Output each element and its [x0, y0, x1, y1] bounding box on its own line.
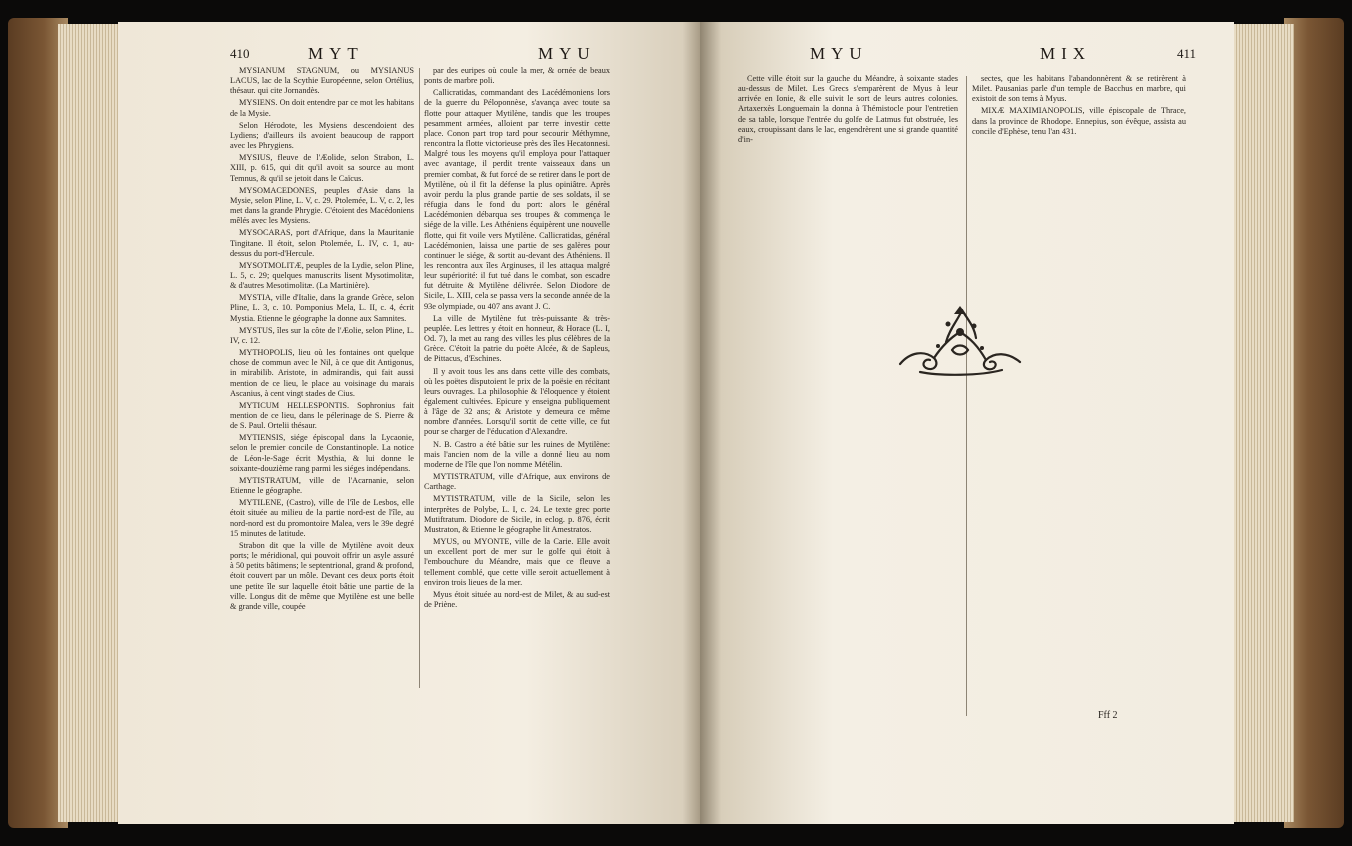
column-rule [419, 68, 420, 688]
running-head-right-left: MYU [810, 44, 868, 63]
entry-paragraph: MYSTIA, ville d'Italie, dans la grande Grèce, selon Pline, L. 3, c. 10. Pomponius Mela, L. II, c. 4, écrit Mystia. Etienne le géographe la donne aux Samnites. [230, 293, 414, 323]
page-number-right: 411 [1177, 46, 1197, 61]
entry-paragraph: MYUS, ou MYONTE, ville de la Carie. Elle avoit un excellent port de mer sur le golfe qui étoit à l'embouchure du Méandre, mais que ce fleuve a tellement comblé, que cette ville seroit actuellement à environ trois lieues de la mer. [424, 537, 610, 587]
entry-paragraph: MYSIENS. On doit entendre par ce mot les habitans de la Mysie. [230, 98, 414, 118]
entry-paragraph: Strabon dit que la ville de Mytilène avoit deux ports; le méridional, qui pouvoit offrir un asyle assuré à 50 petits bâtimens; le septentrional, grand & profond, étoit couvert par un môle. Devant ces deux ports étoit une petite île sur laquelle étoit bâtie une partie de la ville. Longus dit de même que Mytilène est une belle & grande ville, coupée [230, 540, 414, 611]
left-page [118, 22, 700, 824]
right-page-column-1 [738, 74, 958, 147]
entry-paragraph: MYTICUM HELLESPONTIS. Sophronius fait mention de ce lieu, dans le pélerinage de S. Pierre & de S. Paul. Ortelii thésaur. [230, 400, 414, 431]
entry-paragraph: MYSIUS, fleuve de l'Æolide, selon Strabon, L. XIII, p. 615, qui dit qu'il avoit sa source au mont Temnus, & qu'il se jetoit dans le Caïcus. [230, 153, 414, 183]
entry-paragraph: MYSOCARAS, port d'Afrique, dans la Mauritanie Tingitane. Il étoit, selon Ptolemée, L. IV, c. 1, au-dessus du port-d'Hercule. [230, 228, 414, 258]
right-page [700, 22, 1234, 824]
entry-paragraph: MYTISTRATUM, ville d'Afrique, aux environs de Carthage. [424, 472, 610, 492]
entry-paragraph: Myus étoit située au nord-est de Milet, & au sud-est de Priène. [424, 589, 610, 609]
entry-paragraph: MIXÆ MAXIMIANOPOLIS, ville épiscopale de Thrace, dans la province de Rhodope. Ennepius, son évêque, assista au concile d'Ephèse, tenu l'an 431. [972, 106, 1186, 136]
open-book [8, 18, 1344, 828]
entry-paragraph: MYSIANUM STAGNUM, ou MYSIANUS LACUS, lac de la Scythie Européenne, selon Ortélius, thésaur. qui cite Jornandès. [230, 66, 414, 96]
entry-paragraph: Cette ville étoit sur la gauche du Méandre, à soixante stades au-dessus de Milet. Les Grecs s'emparèrent de Myus à leur arrivée en Ionie, & elle suivit le sort de leurs autres colonies. Artaxerxès Longuemain la donna à Thémistocle pour l'entretien de sa table, lorsque l'entrée du golfe de Latmus fut obstruée, les eaux, croupissant dans le lac, engendrèrent une si grande quantité d'in- [738, 74, 958, 144]
entry-paragraph: Selon Hérodote, les Mysiens descendoient des Lydiens; d'ailleurs ils avoient beaucoup de rapport avec les Phrygiens. [230, 120, 414, 151]
entry-paragraph: N. B. Castro a été bâtie sur les ruines de Mytilène: mais l'ancien nom de la ville a donné lieu au nom moderne de l'île que l'on nomme Métélin. [424, 439, 610, 469]
running-head-right-right: MIX [1040, 44, 1092, 63]
rococo-vignette-icon [890, 302, 1030, 382]
page-number-left: 410 [230, 46, 250, 61]
running-head-left-right: MYU [538, 44, 596, 63]
entry-paragraph: MYSOTMOLITÆ, peuples de la Lydie, selon Pline, L. 5, c. 29; quelques manuscrits lisent Mysotimolitæ, & d'autres Mesotimolitæ. (La Martinière). [230, 260, 414, 291]
running-head-left-left: MYT [308, 44, 364, 63]
left-page-column-1 [230, 66, 414, 614]
left-page-edges [58, 24, 118, 822]
entry-paragraph: MYTISTRATUM, ville de l'Acarnanie, selon Etienne le géographe. [230, 475, 414, 496]
entry-paragraph: sectes, que les habitans l'abandonnèrent & se retirèrent à Milet. Pausanias parle d'un temple de Bacchus en marbre, qui existoit de son tems à Myus. [972, 74, 1186, 104]
entry-paragraph: par des euripes où coule la mer, & ornée de beaux ponts de marbre poli. [424, 66, 610, 86]
entry-paragraph: MYSTUS, îles sur la côte de l'Æolie, selon Pline, L. IV, c. 12. [230, 325, 414, 345]
entry-paragraph: MYSOMACEDONES, peuples d'Asie dans la Mysie, selon Pline, L. V, c. 29. Ptolemée, L. V, c. 2, les met dans la grande Phrygie. C'étoient des Macédoniens mêlés avec les Mysiens. [230, 185, 414, 226]
signature-mark: Fff 2 [1098, 710, 1118, 721]
entry-paragraph: Il y avoit tous les ans dans cette ville des combats, où les poëtes disputoient le prix de la poësie en récitant leurs ouvrages. La philosophie & l'éloquence y étoient également cultivées. Epicure y enseigna publiquement à l'âge de 32 ans; & Aristote y demeura ce même nombre d'années. Lorsqu'il sortit de cette ville, ce fut pour se charger de l'éducation d'Alexandre. [424, 366, 610, 437]
right-page-column-2 [972, 74, 1186, 139]
left-page-column-2 [424, 66, 610, 612]
entry-paragraph: MYTIENSIS, siége épiscopal dans la Lycaonie, selon le premier concile de Constantinople. La notice de Léon-le-Sage écrit Mysthia, & lui donne le soixante-douzième rang parmi les siéges indépendans. [230, 433, 414, 473]
entry-paragraph: Callicratidas, commandant des Lacédémoniens lors de la guerre du Péloponnèse, s'avança avec toute sa flotte pour attaquer Mytilène, tandis que les troupes pesamment armées, alloient par terre investir cette place. Conon part trop tard pour secourir Méthymne, rencontra la flotte victorieuse près des îles Hecatonnesi. Malgré tous les moyens qu'il employa pour l'attaquer avec avantage, il perdit trente vaisseaux dans un premier combat, & fut forcé de se retirer dans le port de Mytilène, où il fit la défense la plus opiniâtre. Après avoir perdu la plus grande partie de ses soldats, il se réfugia dans le fond du port: alors le général Lacédémonien débarqua ses troupes & commença le siége de la ville. Les Athéniens équipèrent une nouvelle flotte, qui fit voile vers Mytilène. Callicratidas, général Lacédémonien, laissa une partie de ses galères pour continuer le siége, & sortit au-devant des Athéniens. Il les rencontra aux îles Arginuses, il les attaqua malgré leur supériorité: il fut tué dans le combat, son escadre fut détruite & Mytilène délivrée. Selon Diodore de Sicile, L. XIII, cela se passa vers la seconde année de la 93e olympiade, ou 407 ans avant J. C. [424, 88, 610, 311]
entry-paragraph: La ville de Mytilène fut très-puissante & très-peuplée. Les lettres y étoit en honneur, & Horace (L. I, Od. 7), la met au rang des villes les plus célèbres de la Grèce. C'étoit la patrie du poëte Alcée, & de Sapleus, de Pittacus, d'Eschines. [424, 313, 610, 364]
right-page-edges [1234, 24, 1294, 822]
column-rule [966, 76, 967, 716]
entry-paragraph: MYTHOPOLIS, lieu où les fontaines ont quelque chose de commun avec le Nil, à ce que dit Antigonus, in mirabilib. Aristote, in admirandis, qui fait aussi mention de ce lieu, le place au voisinage du marais Ascanius, à cent vingt stades de Cius. [230, 348, 414, 398]
entry-paragraph: MYTISTRATUM, ville de la Sicile, selon les interprètes de Polybe, L. I, c. 24. Le texte grec porte Mutiftratum. Diodore de Sicile, in eclog. p. 876, écrit Mustraton, & Etienne le géographe lit Amestratos. [424, 494, 610, 534]
entry-paragraph: MYTILENE, (Castro), ville de l'île de Lesbos, elle étoit située au milieu de la partie nord-est de l'île, au nord-nord est du promontoire Malea, vers le 39e degré 15 minutes de latitude. [230, 498, 414, 538]
